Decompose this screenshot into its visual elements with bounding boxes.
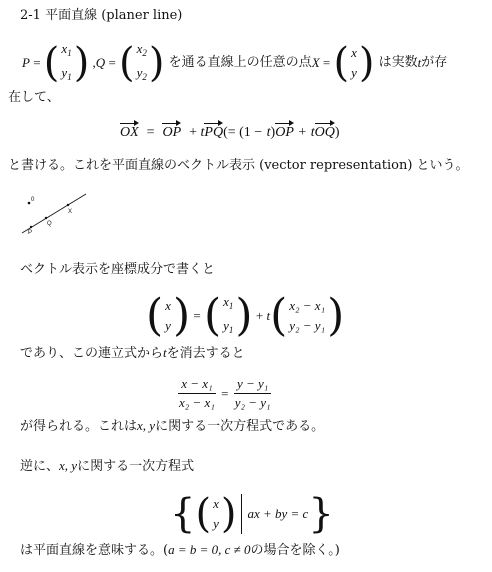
- component-sentence: ベクトル表示を座標成分で書くと: [20, 262, 216, 277]
- label-X: X: [68, 209, 73, 215]
- point-origin: [28, 202, 31, 205]
- elimination-sentence: であり、この連立式からtを消去すると: [20, 345, 245, 361]
- point-X: [67, 204, 69, 206]
- line-figure: [18, 186, 100, 242]
- var-X: X: [311, 55, 320, 70]
- text-through: を通る直線上の任意の点: [168, 55, 312, 70]
- representation-sentence: と書ける。これを平面直線のベクトル表示 (vector representation) という。: [8, 158, 469, 173]
- vec-OQ: OQ: [314, 125, 335, 140]
- label-P: P: [28, 230, 33, 236]
- line-equation: $\frac{\text{x − x₁}}{\text{x₂ − x₁}}$ = $\frac{\text{y − y₁}}{\text{y₂ − y₁}}$: [179, 376, 271, 410]
- conversely-sentence: 逆に、x, yに関する一次方程式: [20, 458, 195, 474]
- final-sentence: は平面直線を意味する。(a = b = 0, c ≠ 0の場合を除く。): [20, 542, 340, 558]
- component-equation: ( x y ) = ( $x_1$ $y_1$ ) + t ( x₂ − x₁ y₂ − y₁ ): [146, 290, 345, 341]
- obtained-sentence: が得られる。これはx, yに関する一次方程式である。: [20, 418, 325, 434]
- vector-X: ( x y ): [333, 40, 375, 86]
- point-P: [30, 226, 32, 228]
- vector-P: ( $x_1$ $y_1$ ): [43, 40, 90, 86]
- text-exists: が存: [421, 55, 448, 70]
- label-Q: Q: [47, 221, 52, 227]
- vector-equation: OX = OP + tPQ(= (1 − t)OP + tOQ): [120, 125, 340, 140]
- vec-OP: OP: [162, 125, 182, 140]
- definition-line: P = ( $x_1$ $y_1$ ) , Q = ( $x_2$ $y_2$ ) を通る直線上の任意の点 X = ( x y ) は実数 t が存: [22, 40, 448, 86]
- section-heading: 2-1 平面直線 (planer line): [20, 8, 183, 23]
- text-real: は実数: [378, 55, 418, 70]
- vec-OP-2: OP: [275, 125, 294, 140]
- vec-PQ: PQ: [204, 125, 224, 140]
- var-Q: Q: [95, 55, 106, 70]
- line-set: { ( x y ) ax + by = c }: [170, 491, 334, 537]
- var-P: P: [22, 55, 30, 70]
- point-Q: [45, 217, 47, 219]
- label-origin: 0: [31, 197, 35, 203]
- vector-Q: ( $x_2$ $y_2$ ): [119, 40, 165, 86]
- var-t: t: [417, 55, 422, 70]
- vec-OX: OX: [120, 125, 139, 140]
- continuation-line: 在して、: [8, 90, 60, 105]
